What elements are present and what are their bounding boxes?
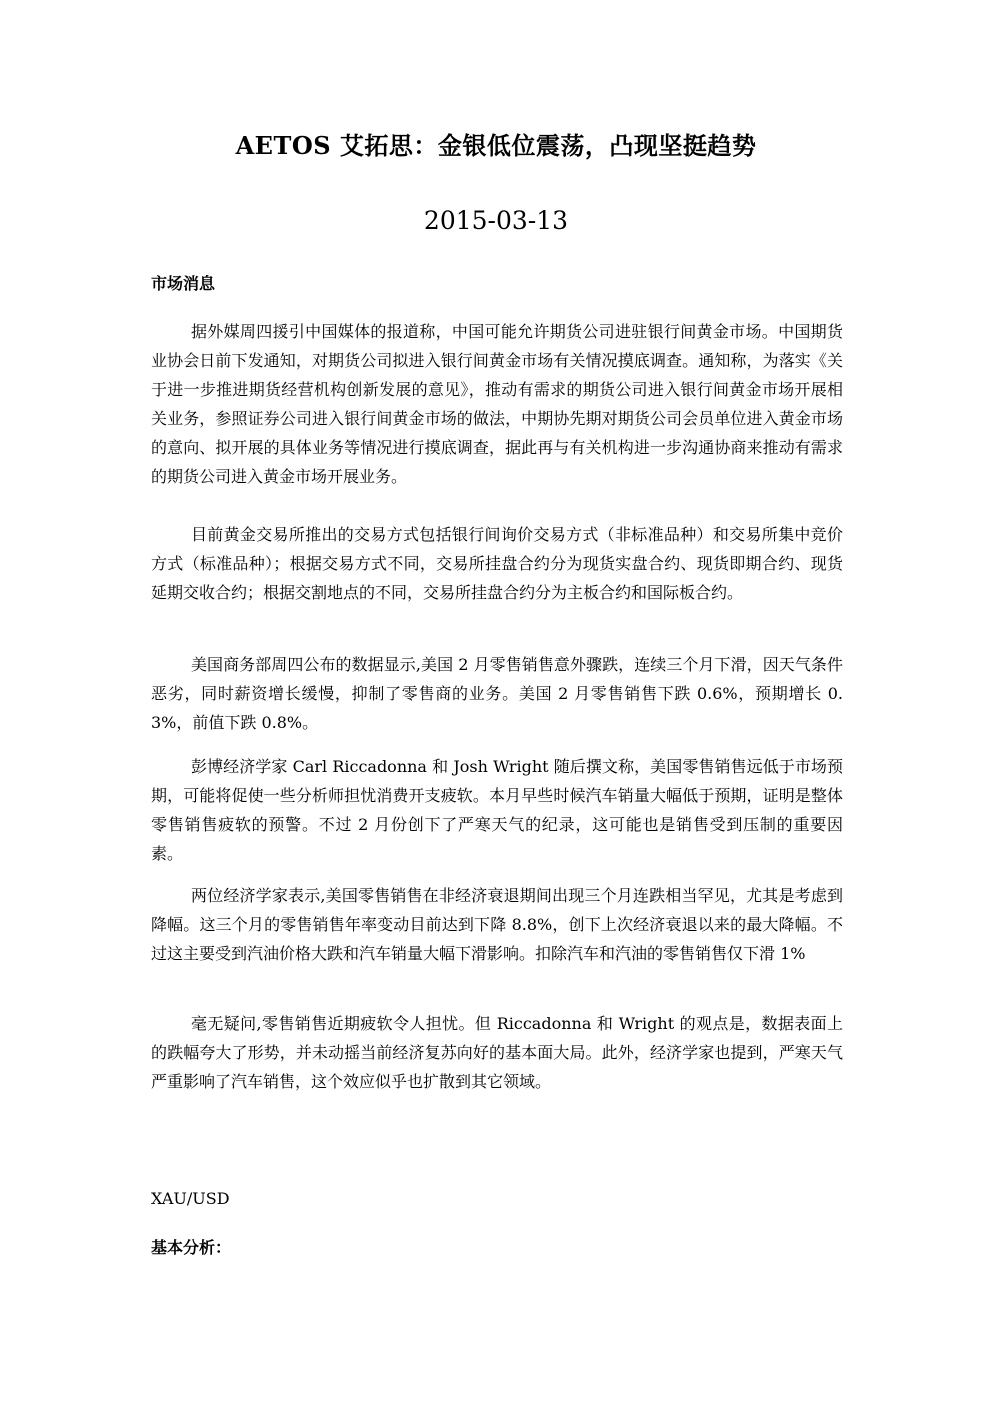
paragraph-6: 毫无疑问,零售销售近期疲软令人担忧。但 Riccadonna 和 Wright 的观点是，数据表面上的跌幅夸大了形势，并未动摇当前经济复苏向好的基本面大局。此外，经济学家也提到，严寒天气严重影响了汽车销售，这个效应似乎也扩散到其它领域。 <box>151 1014 843 1091</box>
paragraph-1: 据外媒周四援引中国媒体的报道称，中国可能允许期货公司进驻银行间黄金市场。中国期货业协会日前下发通知，对期货公司拟进入银行间黄金市场有关情况摸底调查。通知称，为落实《关于进一步推进期货经营机构创新发展的意见》，推动有需求的期货公司进入银行间黄金市场开展相关业务，参照证券公司进入银行间黄金市场的做法，中期协先期对期货公司会员单位进入黄金市场的意向、拟开展的具体业务等情况进行摸底调查，据此再与有关机构进一步沟通协商来推动有需求的期货公司进入黄金市场开展业务。 <box>151 322 843 486</box>
section-heading-market-news: 市场消息 <box>151 274 216 293</box>
paragraph-5: 两位经济学家表示,美国零售销售在非经济衰退期间出现三个月连跌相当罕见，尤其是考虑到降幅。这三个月的零售销售年率变动目前达到下降 8.8%，创下上次经济衰退以来的最大降幅。不过这主要受到汽油价格大跌和汽车销量大幅下滑影响。扣除汽车和汽油的零售销售仅下滑 1% <box>151 886 843 963</box>
paragraph-3: 美国商务部周四公布的数据显示,美国 2 月零售销售意外骤跌，连续三个月下滑，因天气条件恶劣，同时薪资增长缓慢，抑制了零售商的业务。美国 2 月零售销售下跌 0.6%，预期增长 0.3%，前值下跌 0.8%。 <box>151 655 843 732</box>
paragraph-2: 目前黄金交易所推出的交易方式包括银行间询价交易方式（非标准品种）和交易所集中竞价方式（标准品种）；根据交易方式不同，交易所挂盘合约分为现货实盘合约、现货即期合约、现货延期交收合约；根据交割地点的不同，交易所挂盘合约分为主板合约和国际板合约。 <box>151 525 843 602</box>
section-heading-fundamental-analysis: 基本分析： <box>151 1238 232 1257</box>
paragraph-4: 彭博经济学家 Carl Riccadonna 和 Josh Wright 随后撰文称，美国零售销售远低于市场预期，可能将促使一些分析师担忧消费开支疲软。本月早些时候汽车销量大幅低于预期，证明是整体零售销售疲软的预警。不过 2 月份创下了严寒天气的纪录，这可能也是销售受到压制的重要因素。 <box>151 757 843 863</box>
instrument-label: XAU/USD <box>151 1189 230 1208</box>
document-date: 2015-03-13 <box>423 206 569 235</box>
document-title: AETOS 艾拓思：金银低位震荡，凸现坚挺趋势 <box>235 131 757 160</box>
